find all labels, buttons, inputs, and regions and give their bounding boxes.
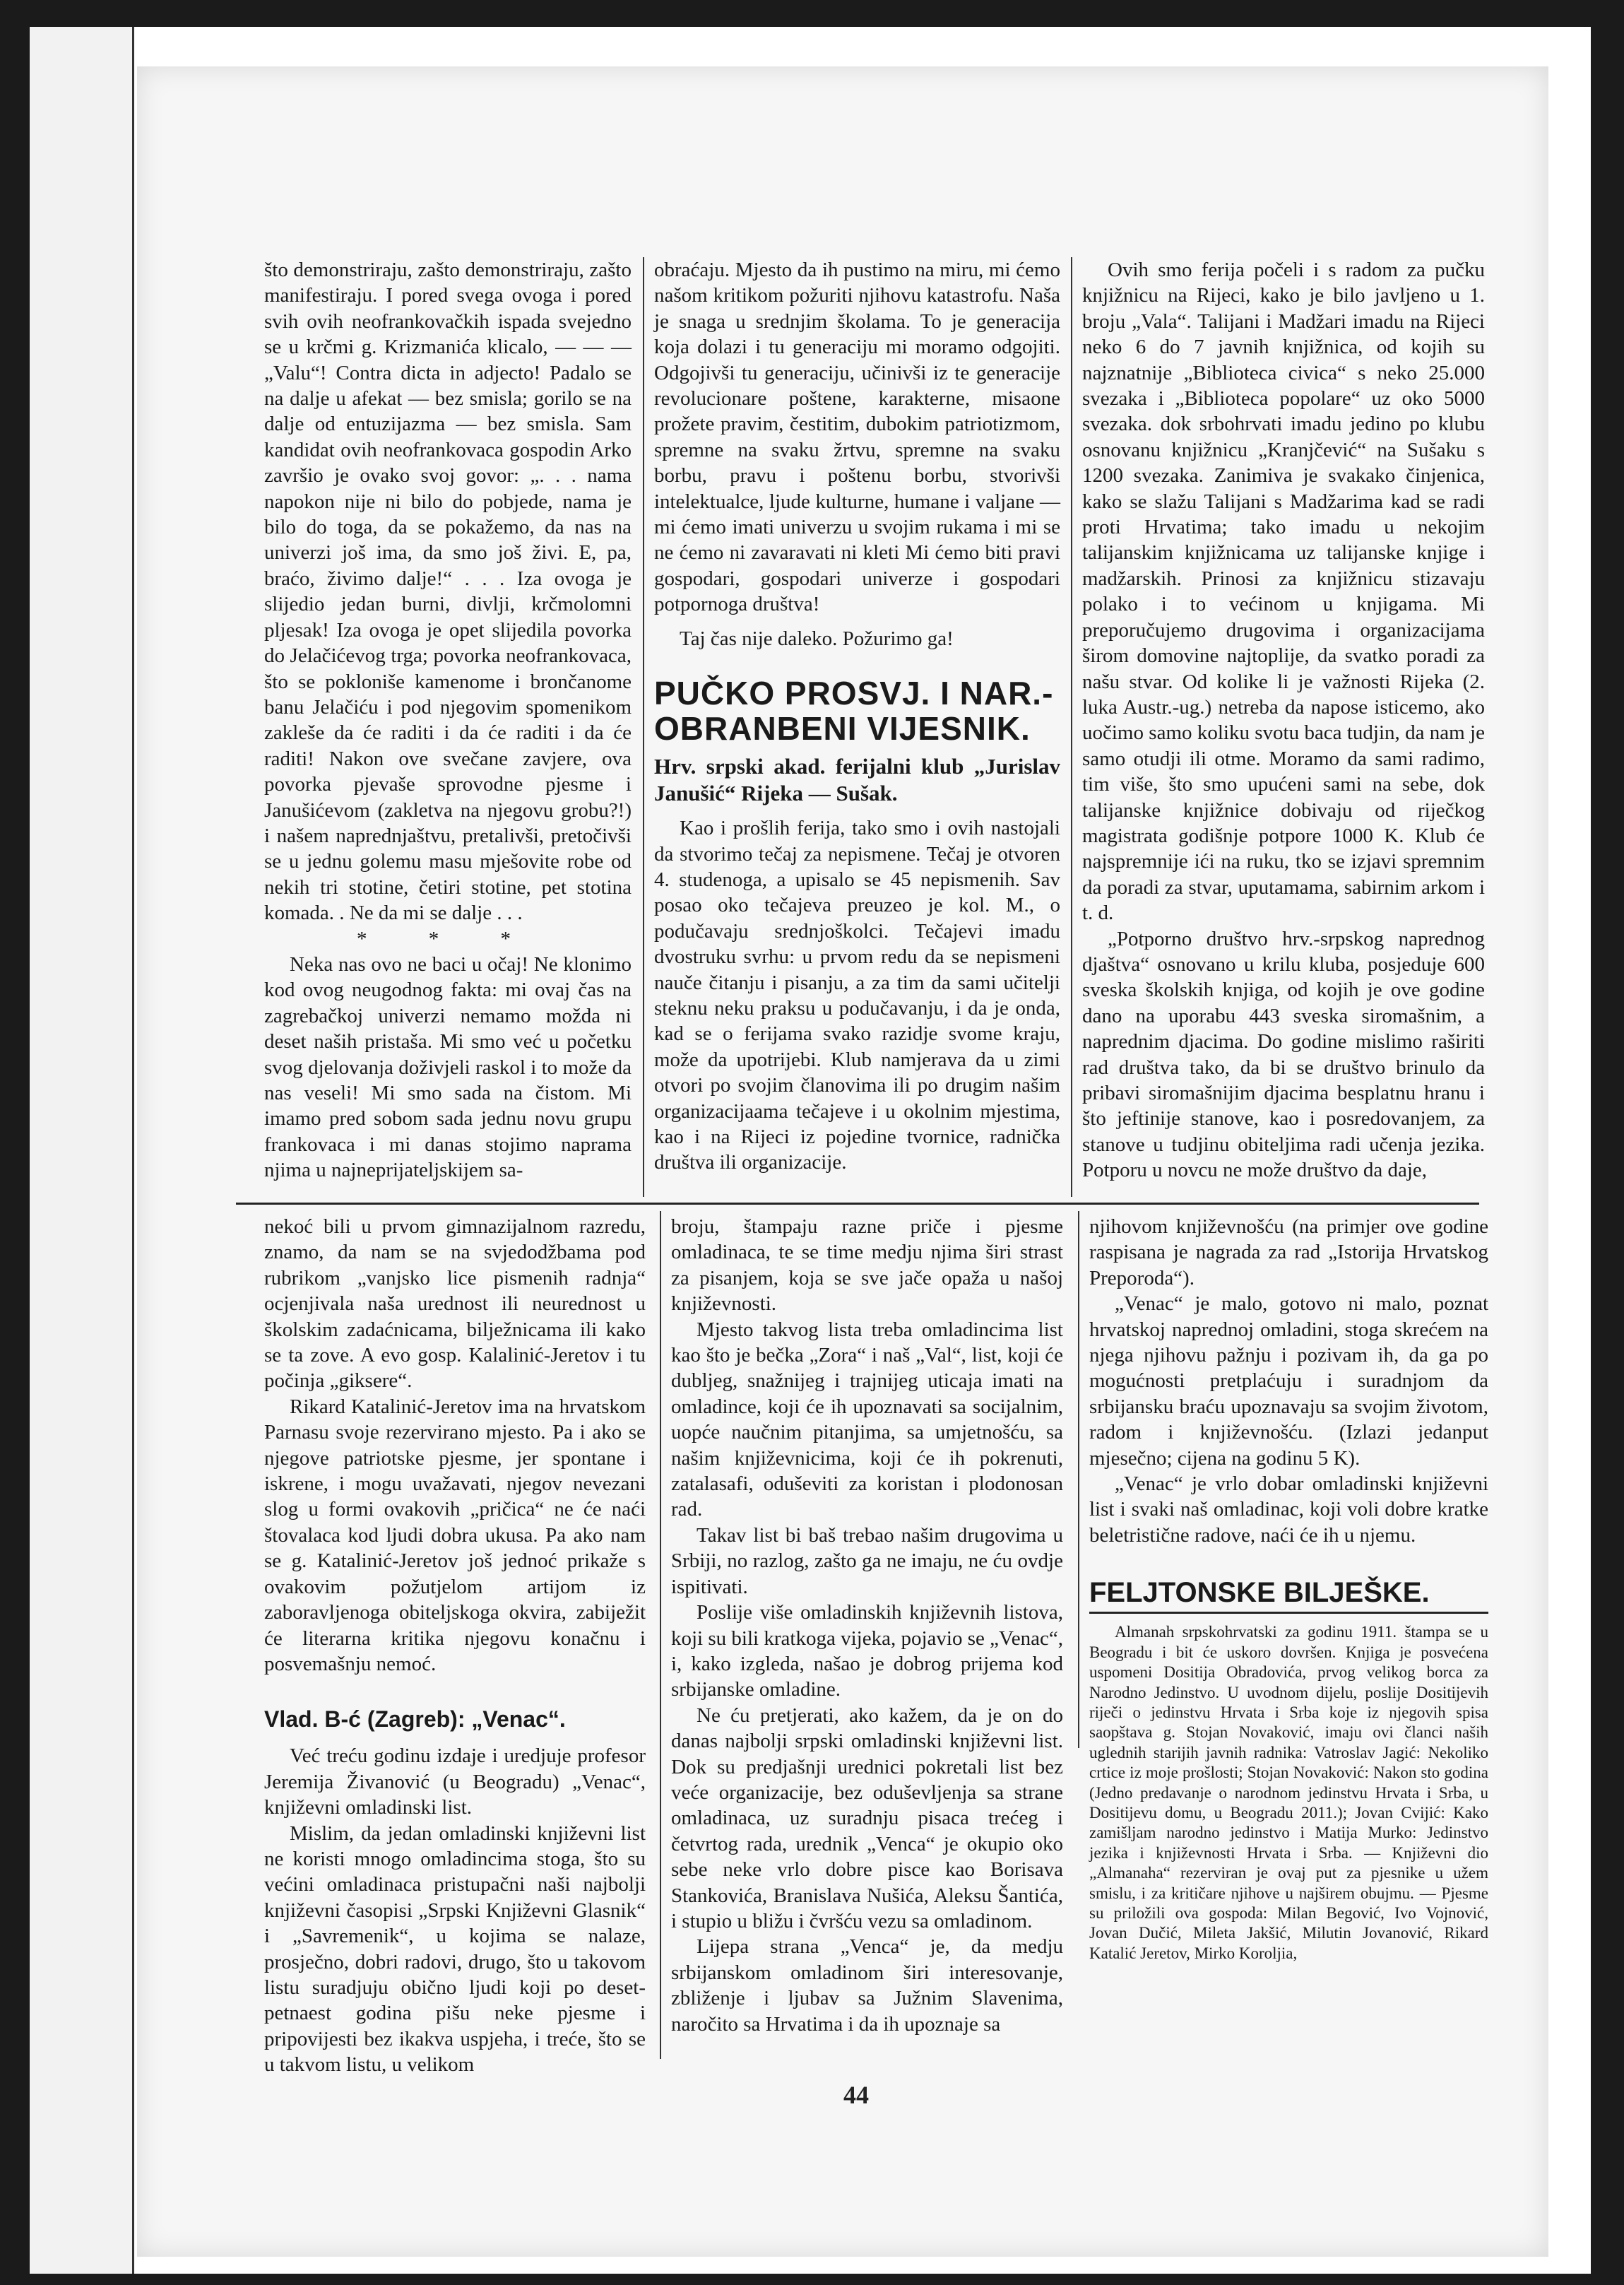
- article-heading: Vlad. B-ć (Zagreb): „Venac“.: [264, 1706, 566, 1732]
- paragraph: obraćaju. Mjesto da ih pustimo na miru, mi ćemo našom kritikom požuriti njihovu katastrofu. Naša je snaga u srednjim školama. To je generacija koja dolazi i tu generaciju mi moramo odgojiti. Odgojivši tu generaciju, učinivši iz te generacije revolucionare poštene, karakterne, misaone prožete pravim, čestitim, dubokim patriotizmom, spremne na svaku žrtvu, spremne na svaku borbu, pravu i poštenu borbu, stvorivši intelektualce, ljude kulturne, humane i valjane — mi ćemo imati univerzu u svojim rukama i mi se ne ćemo ni zavaravati ni kleti Mi ćemo biti pravi gospodari, gospodari univerze i gospodari potpornoga društva!: [654, 259, 1060, 616]
- paragraph: Poslije više omladinskih književnih listova, koji su bili kratkoga vijeka, pojavio se „Venac“, i, kako izgleda, našao je dobrog prijema kod srbijanske omladine.: [671, 1601, 1063, 1701]
- column-3-top: [1082, 257, 1485, 1183]
- paragraph: „Venac“ je malo, gotovo ni malo, poznat hrvatskoj naprednoj omladini, stoga skrećem na njega njihovu pažnju i pozivam ih, da ga po mogućnosti pretplaćuju i suradnjom da srbijansku braću upoznavaju sa svojim životom, radom i književnošću. (Izlazi jedanput mjesečno; cijena na godinu 5 K).: [1089, 1292, 1488, 1470]
- section-separator: * * *: [357, 927, 539, 950]
- paragraph: „Potporno društvo hrv.-srpskog naprednog djaštva“ osnovano u krilu kluba, posjeduje 600 sveska školskih knjiga, od kojih je ove godine dano na uporabu 443 sveska siromašnim, a naprednim djacima. Do godine mislimo raširiti rad društva tako, da bi se društvo brinulo da pribavi siromašnijim djacima besplatnu hranu i što jeftinije stanove, kao i posredovanjem, za stanove u tudjinu obiteljima radi učenja jezika. Potporu u novcu ne može društvo da daje,: [1082, 927, 1485, 1182]
- column-1-bottom: [264, 1214, 646, 2078]
- paragraph: Taj čas nije daleko. Požurimo ga!: [680, 627, 954, 650]
- paragraph: broju, štampaju razne priče i pjesme omladinaca, te se time medju njima širi strast za pisanjem, koja se sve jače opaža u našoj književnosti.: [671, 1215, 1063, 1316]
- column-3-bottom: [1089, 1214, 1488, 1964]
- paragraph: Kao i prošlih ferija, tako smo i ovih nastojali da stvorimo tečaj za nepismene. Tečaj je otvoren 4. studenoga, a upisalo se 45 nepismenih. Sav posao oko tečajeva preuzeo je kol. M., o podučavaju srednjoškolci. Tečajevi imadu dvostruku svrhu: u prvom redu da se nepismeni nauče čitanju i pisanju, a za tim da sami učitelji steknu neku praksu u podučavanju, i da je onda, kad se o ferijama svako razidje svome kraju, može da upotrijebi. Klub namjerava da u zimi otvori po svojim članovima ili po drugim našim organizacijaama tečajeve i u okolnim mjestima, kao i na Rijeci iz pojedine tvornice, radnička društva ili organizacije.: [654, 817, 1060, 1174]
- paragraph: Lijepa strana „Venca“ je, da medju srbijanskom omladinom širi interesovanje, zbliženje i ljubav sa Južnim Slavenima, naročito sa Hrvatima i da ih upoznaje sa: [671, 1935, 1063, 2036]
- paragraph: Takav list bi baš trebao našim drugovima u Srbiji, no razlog, zašto ga ne imaju, ne ću ovdje ispitivati.: [671, 1523, 1063, 1598]
- column-divider: [1078, 1211, 1079, 1748]
- section-heading: PUČKO PROSVJ. I NAR.-OBRANBENI VIJESNIK.: [654, 675, 1054, 748]
- paragraph: „Venac“ je vrlo dobar omladinski književni list i svaki naš omladinac, koji voli dobre kratke beletristične radove, naći će ih u njemu.: [1089, 1472, 1488, 1547]
- paragraph: Almanah srpskohrvatski za godinu 1911. štampa se u Beogradu i bit će uskoro dovršen. Knjiga je posvećena uspomeni Dositija Obradovića, prvog velikog borca za Narodno Jedinstvo. U uvodnom dijelu, poslije Dositijevih riječi o jedinstvu Hrvata i Srba koje iz njegovih spisa saopštava g. Stojan Novaković, imaju ovi članci naših uglednih starijih javnih radnika: Vatroslav Jagić: Nekoliko crtice iz moje prošlosti; Stojan Novaković: Nakon sto godina (Jedno predavanje o narodnom jedinstvu Hrvata i Srba, u Dositijevu domu, u Beogradu 2011.); Jovan Cvijić: Kako zamišljam narodno jedinstvo i Matija Murko: Jedinstvo jezika i književnosti Hrvata i Srba. — Književni dio „Almanaha“ rezerviran je ovaj put za pjesnike u užem smislu, i za kritičare njihove u najširem obujmu. — Pjesme su priložili ova gospoda: Milan Begović, Ivo Vojnović, Jovan Dučić, Mileta Jakšić, Milutin Jovanović, Rikard Katalić Jeretov, Mirko Koroljia,: [1089, 1623, 1488, 1962]
- column-2-top: [654, 257, 1060, 1176]
- scanned-sheet: [30, 27, 1591, 2274]
- club-heading: Hrv. srpski akad. ferijalni klub „Jurislav Janušić“ Rijeka — Sušak.: [654, 754, 1060, 806]
- paragraph: što demonstriraju, zašto demonstriraju, zašto manifestiraju. I pored svega ovoga i pored svih ovih neofrankovačkih ispada svejedno se u krčmi g. Krizmanića klicalo, — — — „Valu“! Contra dicta in adjecto! Padalo se na dalje u afekat — bez smisla; gorilo se na dalje od entuzijazma — bez smisla. Sam kandidat ovih neofrankovaca gospodin Arko završio je ovako svoj govor: „. . . nama napokon nije ni bilo do pobjede, nama je bilo do toga, da se pokažemo, da nas na univerzi još ima, da smo još živi. E, pa, braćo, živimo dalje!“ . . . Iza ovoga je slijedio jedan burni, divlji, krčmolomni pljesak! Iza ovoga je opet slijedila povorka do Jelačićevog trga; povorka neofrankovaca, što se pokloniše kamenome i brončanome banu Jelačiću i pod njegovim spomenikom zakleše da će raditi i da će raditi i da će raditi! Nakon ove svečane zavjere, ova povorka pjevaše sprovodne pjesme i Janušićevom (zakletva na njegovu grobu?!) i našem naprednjaštvu, pretalivši, pretočivši se u jednu golemu masu mješovite robe od nekih tri stotine, četiri stotine, pet stotina komada. . Ne da mi se dalje . . .: [264, 259, 632, 925]
- column-divider: [1071, 257, 1072, 1197]
- paragraph: nekoć bili u prvom gimnazijalnom razredu, znamo, da nam se na svjedodžbama pod rubrikom „vanjsko lice pismenih radnja“ ocjenjivala naša urednost ili neurednost u školskim zadaćnicama, bilježnicama ili kako se ta zove. A evo gosp. Kalalinić-Jeretov i tu počinja „giksere“.: [264, 1215, 646, 1393]
- section-heading: FELJTONSKE BILJEŠKE.: [1089, 1576, 1488, 1614]
- column-divider: [643, 257, 644, 1197]
- paragraph: Ne ću pretjerati, ako kažem, da je on do danas najbolji srpski omladinski književni list. Dok su predjašnji urednici pokretali list bez veće organizacije, bez oduševljenja sa strane omladinaca, uz suradnju pisaca trećeg i četvrtog rada, urednik „Venca“ je okupio oko sebe neke vrlo dobre pisce kao Borisava Stankovića, Branislava Nušića, Aleksu Šantića, i stupio u bližu i čvršću vezu sa omladinom.: [671, 1704, 1063, 1932]
- paragraph: njihovom književnošću (na primjer ove godine raspisana je nagrada za rad „Istorija Hrvatskog Preporoda“).: [1089, 1215, 1488, 1289]
- paragraph: Već treću godinu izdaje i uredjuje profesor Jeremija Živanović (u Beogradu) „Venac“, književni omladinski list.: [264, 1744, 646, 1819]
- page-edge: [30, 27, 134, 2274]
- page-number: 44: [843, 2081, 869, 2109]
- journal-page: [137, 66, 1548, 2257]
- horizontal-rule: [236, 1203, 1479, 1205]
- column-1-top: [264, 257, 632, 1183]
- paragraph: Neka nas ovo ne baci u očaj! Ne klonimo kod ovog neugodnog fakta: mi ovaj čas na zagrebačkoj univerzi nemamo možda ni deset naših pristaša. Mi smo već u početku svog djelovanja doživjeli raskol i to može da nas veseli! Mi smo sada na čistom. Mi imamo pred sobom sada jednu novu grupu frankovaca i mi danas stojimo naprama njima u najneprijateljskijem sa-: [264, 952, 632, 1182]
- column-divider: [660, 1211, 661, 2059]
- paragraph: Ovih smo ferija počeli i s radom za pučku knjižnicu na Rijeci, kako je bilo javljeno u 1. broju „Vala“. Talijani i Madžari imadu na Rijeci neko 6 do 7 javnih knjižnica, od kojih su najznatnije „Biblioteca civica“ s neko 25.000 svezaka i „Biblioteca popolare“ uz oko 5000 svezaka. dok srbohrvati imadu jedino po klubu osnovanu knjižnicu „Kranjčević“ na Sušaku s 1200 svezaka. Zanimiva je svakako činjenica, kako se slažu Talijani s Madžarima kad se radi proti Hrvatima; tako imadu u nekojim talijanskim knjižnicama uz talijanske knjige i madžarskih. Prinosi za knjižnicu stizavaju polako i to većinom u knjigama. Mi preporučujemo drugovima i organizacijama širom domovine najtoplije, da svatko poradi za našu stvar. Od kolike li je važnosti Rijeka (2. luka Austr.-ug.) netreba da napose isticemo, ako uočimo samo koliku svotu baca tudjin, da nam je samo otudji ili otme. Moramo da sami radimo, tim više, što smo upućeni sami na sebe, dok talijanske knjižnice dobivaju od riječkog magistrata godišnje potpore 1000 K. Klub će najspremnije ići na ruku, tko se izjavi spremnim da poradi za stvar, uputamama, sabirnim arkom i t. d.: [1082, 259, 1485, 925]
- paragraph: Mjesto takvog lista treba omladincima list kao što je bečka „Zora“ i naš „Val“, list, koji će dubljeg, snažnijeg i trajnijeg uticaja imati na omladince, koji će ih upoznavati sa socijalnim, uopće naučnim pitanjima, sa umjetnošću, sa našim književnicima, koji će ih pokrenuti, zatalasafi, oduševiti za koristan i plodonosan rad.: [671, 1318, 1063, 1521]
- column-2-bottom: [671, 1214, 1063, 2037]
- paragraph: Rikard Katalinić-Jeretov ima na hrvatskom Parnasu svoje rezervirano mjesto. Pa i ako se njegove patriotske pjesme, jer spontane i iskrene, i mogu uvažavati, njegov nevezani slog u formi ovakovih „pričica“ ne će naći štovalaca kod ljudi dobra ukusa. Pa ako nam se g. Katalinić-Jeretov još jednoć prikaže s ovakovim požutjelom artijom iz zaboravljenoga obiteljskoga okvira, zabiježit će literarna kritika njegovu konačnu i posvemašnju nemoć.: [264, 1395, 646, 1675]
- paragraph: Mislim, da jedan omladinski književni list ne koristi mnogo omladincima stoga, što su većini omladinaca pristupačni naši najbolji književni časopisi „Srpski Književni Glasnik“ i „Savremenik“, u kojima se nalaze, prosječno, dobri radovi, drugo, što u takovom listu suradjuju obično ljudi koji po deset-petnaest godina pišu neke pjesme i pripovijesti bez ikakva uspjeha, i treće, što se u takvom listu, u velikom: [264, 1821, 646, 2077]
